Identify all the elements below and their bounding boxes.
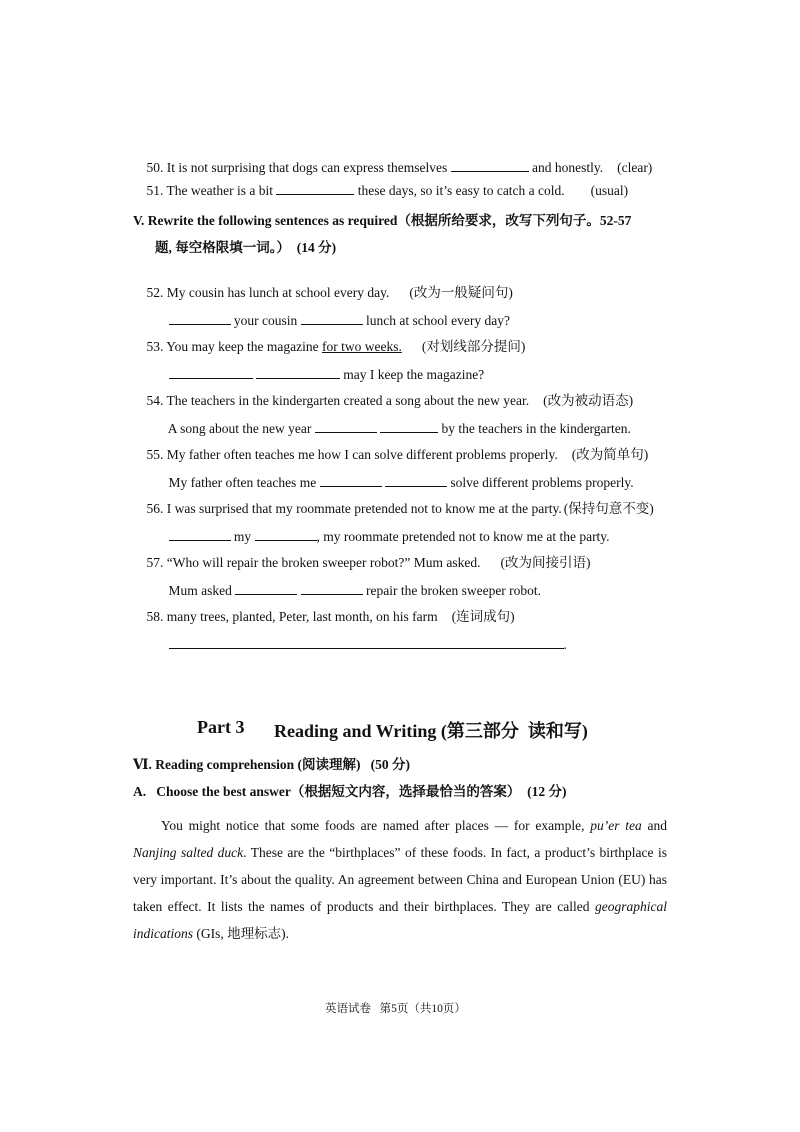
question-52-text: 52. My cousin has lunch at school every day. <box>146 285 390 300</box>
part-3-label: Part 3 <box>197 717 245 737</box>
answer-56-text-end: , my roommate pretended not to know me at the party. <box>316 529 610 544</box>
question-57-text: 57. “Who will repair the broken sweeper robot?” Mum asked. <box>146 555 481 570</box>
answer-blank[interactable] <box>169 635 564 649</box>
answer-52-text-end: lunch at school every day? <box>362 313 510 328</box>
question-56-hint: (保持句意不变) <box>563 501 654 516</box>
question-51-hint: (usual) <box>590 183 629 198</box>
answer-58-period: . <box>563 637 567 652</box>
question-53-underlined: for two weeks. <box>321 339 402 354</box>
question-56-text: 56. I was surprised that my roommate pretended not to know me at the party. <box>146 501 562 516</box>
section-a-heading: A. Choose the best answer（根据短文内容，选择最恰当的答案） (12 分) <box>133 784 567 799</box>
passage-italic-term: pu’er tea <box>590 818 642 833</box>
answer-54-text-end: by the teachers in the kindergarten. <box>438 421 631 436</box>
section-v-heading-cont: 题, 每空格限填一词。） (14 分) <box>155 240 337 255</box>
answer-55-text-end: solve different problems properly. <box>446 475 634 490</box>
passage-italic-term: geographical indications <box>133 899 667 941</box>
answer-57-text-end: repair the broken sweeper robot. <box>362 583 542 598</box>
question-53-text: 53. You may keep the magazine <box>146 339 322 354</box>
question-51-text-end: these days, so it’s easy to catch a cold. <box>354 183 565 198</box>
answer-58 <box>155 617 567 672</box>
question-55-hint: (改为简单句) <box>571 447 649 462</box>
answer-blank[interactable] <box>276 181 354 195</box>
question-53-hint: (对划线部分提问) <box>421 339 526 354</box>
answer-57-text: Mum asked <box>168 583 236 598</box>
section-v-heading: V. Rewrite the following sentences as required（根据所给要求，改写下列句子。52-57 <box>133 213 632 228</box>
answer-54-text: A song about the new year <box>167 421 315 436</box>
question-52-hint: (改为一般疑问句) <box>409 285 513 300</box>
question-50-text-end: and honestly. <box>528 160 604 175</box>
reading-passage: You might notice that some foods are named after places — for example, pu’er tea and Nanjing salted duck. These are the “birthplaces” of these foods. In fact, a product’s birthplace is very important. It’s about the quality. An agreement between China and European Union (EU) has taken effect. It lists the names of products and their birthplaces. They are called geographical indications (GIs, 地理标志). <box>133 818 668 941</box>
question-51-text: 51. The weather is a bit <box>146 183 277 198</box>
answer-52-text: your cousin <box>230 313 301 328</box>
question-57-hint: (改为间接引语) <box>500 555 591 570</box>
question-51 <box>133 163 628 218</box>
question-55-text: 55. My father often teaches me how I can solve different problems properly. <box>146 447 558 462</box>
section-vi-heading: Ⅵ. Reading comprehension (阅读理解) (50 分) <box>133 757 411 772</box>
question-54-text: 54. The teachers in the kindergarten created a song about the new year. <box>146 393 530 408</box>
answer-55-text: My father often teaches me <box>168 475 320 490</box>
question-50-hint: (clear) <box>617 160 653 175</box>
question-50-text: 50. It is not surprising that dogs can express themselves <box>146 160 451 175</box>
answer-56-text: my <box>230 529 255 544</box>
answer-53-text-end: may I keep the magazine? <box>339 367 485 382</box>
part-3-title: Reading and Writing (第三部分 读和写) <box>274 721 588 741</box>
question-58-text: 58. many trees, planted, Peter, last month, on his farm <box>146 609 438 624</box>
passage-italic-term: Nanjing salted duck <box>133 845 244 860</box>
question-54-hint: (改为被动语态) <box>543 393 634 408</box>
page-footer: 英语试卷 第5页（共10页） <box>325 1003 466 1015</box>
question-58-hint: (连词成句) <box>451 609 515 624</box>
